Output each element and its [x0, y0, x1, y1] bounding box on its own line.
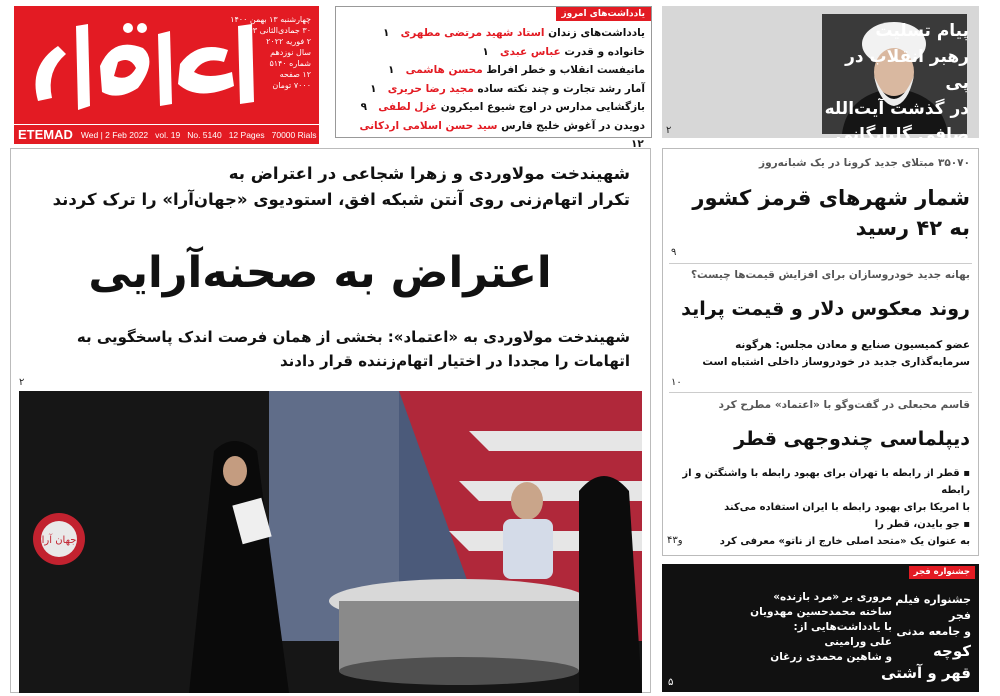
notes-list	[345, 24, 645, 154]
condolence-headline: پیام تسلیت رهبر انقلاب در پی در گذشت آیت‌الله صافی گلپایگانی	[824, 21, 969, 145]
note-item[interactable]: آمار رشد تجارت و چند نکته ساده مجید رضا حریری ۱	[370, 82, 645, 95]
festival-box[interactable]	[662, 564, 979, 692]
page-ref: ۱۰	[671, 377, 682, 388]
price-label: ۷۰۰۰ تومان	[272, 81, 311, 90]
page-ref: ۴و۳	[667, 535, 683, 546]
story2-headline[interactable]: روند معکوس دلار و قیمت پراید	[681, 298, 970, 320]
page-ref: ۵	[668, 677, 674, 688]
festival-label: جشنواره فجر	[909, 566, 975, 579]
story3-kicker: قاسم محبعلی در گفت‌وگو با «اعتماد» مطرح کرد	[718, 399, 970, 411]
main-kicker: شهیندخت مولاوردی و زهرا شجاعی در اعتراض به تکرار اتهام‌زنی روی آنتن شبکه افق، استودیوی «جهان‌آرا» را ترک کردند	[52, 164, 630, 209]
story3-body: ▪ قطر از رابطه با تهران برای بهبود رابطه با واشنگتن و از رابطه با امریکا برای بهبود رابطه با ایران استفاده می‌کند ▪ جو بایدن، قطر را به عنوان یک «متحد اصلی خارج از ناتو» معرفی کرد	[682, 468, 970, 547]
notes-title: یادداشت‌های امروز	[556, 7, 652, 21]
date-gregorian: ۲ فوریه ۲۰۲۲	[266, 37, 311, 46]
bar-item: vol. 19	[155, 129, 181, 140]
note-item[interactable]: بازگشایی مدارس در اوج شیوع امیکرون غزل لطفی ۹	[360, 101, 645, 113]
bar-item: 70000 Rials	[271, 129, 317, 140]
divider	[669, 263, 972, 264]
bar-item: 12 Pages	[228, 129, 265, 140]
right-column	[662, 148, 979, 556]
story2-body: عضو کمیسیون صنایع و معادن مجلس: هرگونه سرمایه‌گذاری جدید در خودروساز داخلی اشتباه است	[702, 339, 970, 368]
page-ref: ۹	[671, 247, 677, 258]
story1-kicker: ۳۵۰۷۰ مبتلای جدید کرونا در یک شبانه‌روز	[759, 157, 970, 169]
date-persian: چهارشنبه ۱۳ بهمن ۱۴۰۰	[230, 15, 311, 24]
story3-headline[interactable]: دیپلماسی چندوجهی قطر	[734, 428, 970, 450]
note-item[interactable]: دویدن در آغوش خلیج فارس سید حسن اسلامی اردکانی ۱۲	[359, 119, 645, 150]
notes-box	[335, 6, 652, 150]
masthead-date-info	[201, 14, 311, 91]
main-headline: اعتراض به صحنه‌آرایی	[88, 248, 552, 298]
main-story[interactable]	[10, 148, 651, 693]
masthead-bar	[14, 124, 319, 144]
page-ref: ۲	[666, 125, 672, 136]
bar-item: Wed | 2 Feb 2022	[80, 129, 149, 140]
divider	[669, 392, 972, 393]
page-ref: ۲	[19, 377, 25, 388]
festival-review-text: مروری بر «مرد بازنده» ساخته محمدحسین مهدویان با یادداشت‌هایی از: علی ورامینی و شاهین محمدی زرغان	[750, 591, 892, 663]
note-item[interactable]: مانیفست انقلاب و خطر افراط محسن هاشمی ۱	[387, 64, 645, 76]
festival-feature-title: جشنواره فیلم فجر و جامعه مدنی کوچه قهر و آشتی	[880, 593, 971, 682]
note-item[interactable]: خانواده و قدرت عباس عبدی ۱	[482, 45, 645, 58]
story1-headline[interactable]: شمار شهرهای قرمز کشور به ۴۲ رسید	[692, 186, 970, 240]
date-hijri: ۳۰ جمادی‌الثانی ۱۴۴۳	[239, 26, 311, 35]
pages-label: ۱۲ صفحه	[279, 70, 311, 79]
main-subdeck: شهیندخت مولاوردی به «اعتماد»: بخشی از همان فرصت اندک پاسخگویی به اتهامات را مجددا در اختیار اتهام‌زننده قرار دادند	[76, 328, 630, 370]
masthead	[14, 6, 319, 144]
tv-studio-photo	[19, 391, 642, 693]
masthead-bar-items	[81, 130, 317, 140]
name-latin: ETEMAD	[18, 127, 73, 142]
bar-item: No. 5140	[187, 129, 222, 140]
note-item[interactable]: یادداشت‌های زندان استاد شهید مرتضی مطهری ۱	[382, 27, 645, 39]
studio-logo-text: جهان آرا	[41, 535, 77, 546]
story2-kicker: بهانه جدید خودروسازان برای افزایش قیمت‌ها چیست؟	[690, 269, 970, 281]
issue-label: شماره ۵۱۴۰	[269, 59, 311, 68]
year-label: سال نوزدهم	[270, 48, 311, 57]
condolence-box[interactable]	[662, 6, 979, 145]
